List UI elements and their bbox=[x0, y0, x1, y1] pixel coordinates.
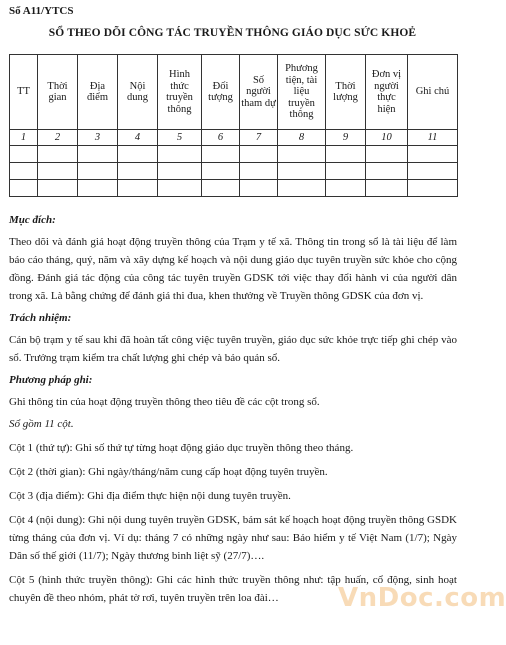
table-cell bbox=[158, 180, 202, 197]
column-header: Thời lượng bbox=[326, 55, 366, 130]
table-cell bbox=[118, 180, 158, 197]
table-cell bbox=[10, 180, 38, 197]
column-header: Nội dung bbox=[118, 55, 158, 130]
column-header: Đơn vị người thực hiện bbox=[366, 55, 408, 130]
responsibility-heading: Trách nhiệm: bbox=[9, 312, 72, 324]
column-number: 6 bbox=[202, 130, 240, 146]
table-cell bbox=[408, 180, 458, 197]
method-intro: Ghi thông tin của hoạt động truyền thông theo tiêu đề các cột trong sổ. bbox=[9, 396, 320, 408]
form-code: Sổ A11/YTCS bbox=[9, 5, 74, 17]
table-cell bbox=[240, 180, 278, 197]
column-number: 11 bbox=[408, 130, 458, 146]
column-header: Thời gian bbox=[38, 55, 78, 130]
column-header: Ghi chú bbox=[408, 55, 458, 130]
column-number: 1 bbox=[10, 130, 38, 146]
column-header: Phương tiện, tài liệu truyền thông bbox=[278, 55, 326, 130]
column-number: 5 bbox=[158, 130, 202, 146]
table-cell bbox=[408, 146, 458, 163]
document-body bbox=[9, 211, 457, 607]
column-number: 8 bbox=[278, 130, 326, 146]
column-header: Hình thức truyền thông bbox=[158, 55, 202, 130]
table-cell bbox=[278, 163, 326, 180]
column-count-note: Sổ gồm 11 cột. bbox=[9, 418, 74, 430]
column-header: Số người tham dự bbox=[240, 55, 278, 130]
document-title: SỔ THEO DÕI CÔNG TÁC TRUYỀN THÔNG GIÁO DỤC SỨC KHOẺ bbox=[48, 27, 417, 39]
column-2-description: Cột 2 (thời gian): Ghi ngày/tháng/năm cung cấp hoạt động tuyên truyền. bbox=[9, 466, 328, 478]
column-number: 4 bbox=[118, 130, 158, 146]
table-cell bbox=[326, 146, 366, 163]
table-cell bbox=[366, 180, 408, 197]
log-table bbox=[9, 54, 458, 197]
column-number-row bbox=[10, 130, 458, 146]
column-5-description: Cột 5 (hình thức truyền thông): Ghi các hình thức truyền thông như: tập huấn, cổ động, sinh hoạt chuyên đề theo nhóm, phát tờ rơi, tuyên truyền trên loa đài… bbox=[9, 574, 457, 604]
table-cell bbox=[326, 180, 366, 197]
table-cell bbox=[78, 163, 118, 180]
table-cell bbox=[366, 163, 408, 180]
watermark-logo: VnDoc.com bbox=[338, 583, 506, 613]
table-cell bbox=[240, 163, 278, 180]
table-row bbox=[10, 163, 458, 180]
column-number: 2 bbox=[38, 130, 78, 146]
table-cell bbox=[366, 146, 408, 163]
table-cell bbox=[118, 163, 158, 180]
table-cell bbox=[38, 180, 78, 197]
table-cell bbox=[202, 180, 240, 197]
table-cell bbox=[240, 146, 278, 163]
purpose-paragraph: Theo dõi và đánh giá hoạt động truyền thông của Trạm y tế xã. Thông tin trong sổ là tài liệu để làm báo cáo tháng, quý, năm và xây dựng kế hoạch và nội dung giáo dục tuyên truyền sức khỏe cho cộng đồng. Đánh giá tác động của công tác tuyên truyền GDSK tới việc thay đổi hành vi của người dân trong xã. Là bằng chứng để đánh giá thi đua, khen thưởng về Truyền thông GDSK của đơn vị. bbox=[9, 236, 457, 302]
column-number: 10 bbox=[366, 130, 408, 146]
table-cell bbox=[78, 146, 118, 163]
column-3-description: Cột 3 (địa điểm): Ghi địa điểm thực hiện nội dung tuyên truyền. bbox=[9, 490, 291, 502]
column-number: 9 bbox=[326, 130, 366, 146]
table-cell bbox=[326, 163, 366, 180]
table-cell bbox=[10, 163, 38, 180]
table-row bbox=[10, 180, 458, 197]
table-cell bbox=[158, 146, 202, 163]
column-1-description: Cột 1 (thứ tự): Ghi số thứ tự từng hoạt động giáo dục truyền thông theo tháng. bbox=[9, 442, 354, 454]
table-cell bbox=[278, 146, 326, 163]
column-header: Đối tượng bbox=[202, 55, 240, 130]
column-number: 7 bbox=[240, 130, 278, 146]
table-cell bbox=[38, 146, 78, 163]
table-cell bbox=[202, 146, 240, 163]
column-header: TT bbox=[10, 55, 38, 130]
table-cell bbox=[408, 163, 458, 180]
column-number: 3 bbox=[78, 130, 118, 146]
table-cell bbox=[158, 163, 202, 180]
table-cell bbox=[10, 146, 38, 163]
table-cell bbox=[78, 180, 118, 197]
table-header-row bbox=[10, 55, 458, 130]
column-header: Địa điểm bbox=[78, 55, 118, 130]
table-cell bbox=[278, 180, 326, 197]
table-cell bbox=[38, 163, 78, 180]
table-cell bbox=[202, 163, 240, 180]
responsibility-paragraph: Cán bộ trạm y tế sau khi đã hoàn tất công việc tuyên truyền, giáo dục sức khỏe trực tiếp ghi chép vào sổ. Trưởng trạm kiểm tra chất lượng ghi chép và bảo quản sổ. bbox=[9, 334, 457, 364]
column-4-description: Cột 4 (nội dung): Ghi nội dung tuyên truyền GDSK, bám sát kế hoạch hoạt động truyền thông GSDK từng tháng của đơn vị. Ví dụ: tháng 7 có những ngày như sau: Bảo hiểm y tế Việt Nam (1/7); Ngày Dân số thế giới (11/7); Ngày thương binh liệt sỹ (27/7)…. bbox=[9, 514, 457, 562]
method-heading: Phương pháp ghi: bbox=[9, 374, 93, 386]
purpose-heading: Mục đích: bbox=[9, 214, 56, 226]
table-cell bbox=[118, 146, 158, 163]
table-row bbox=[10, 146, 458, 163]
